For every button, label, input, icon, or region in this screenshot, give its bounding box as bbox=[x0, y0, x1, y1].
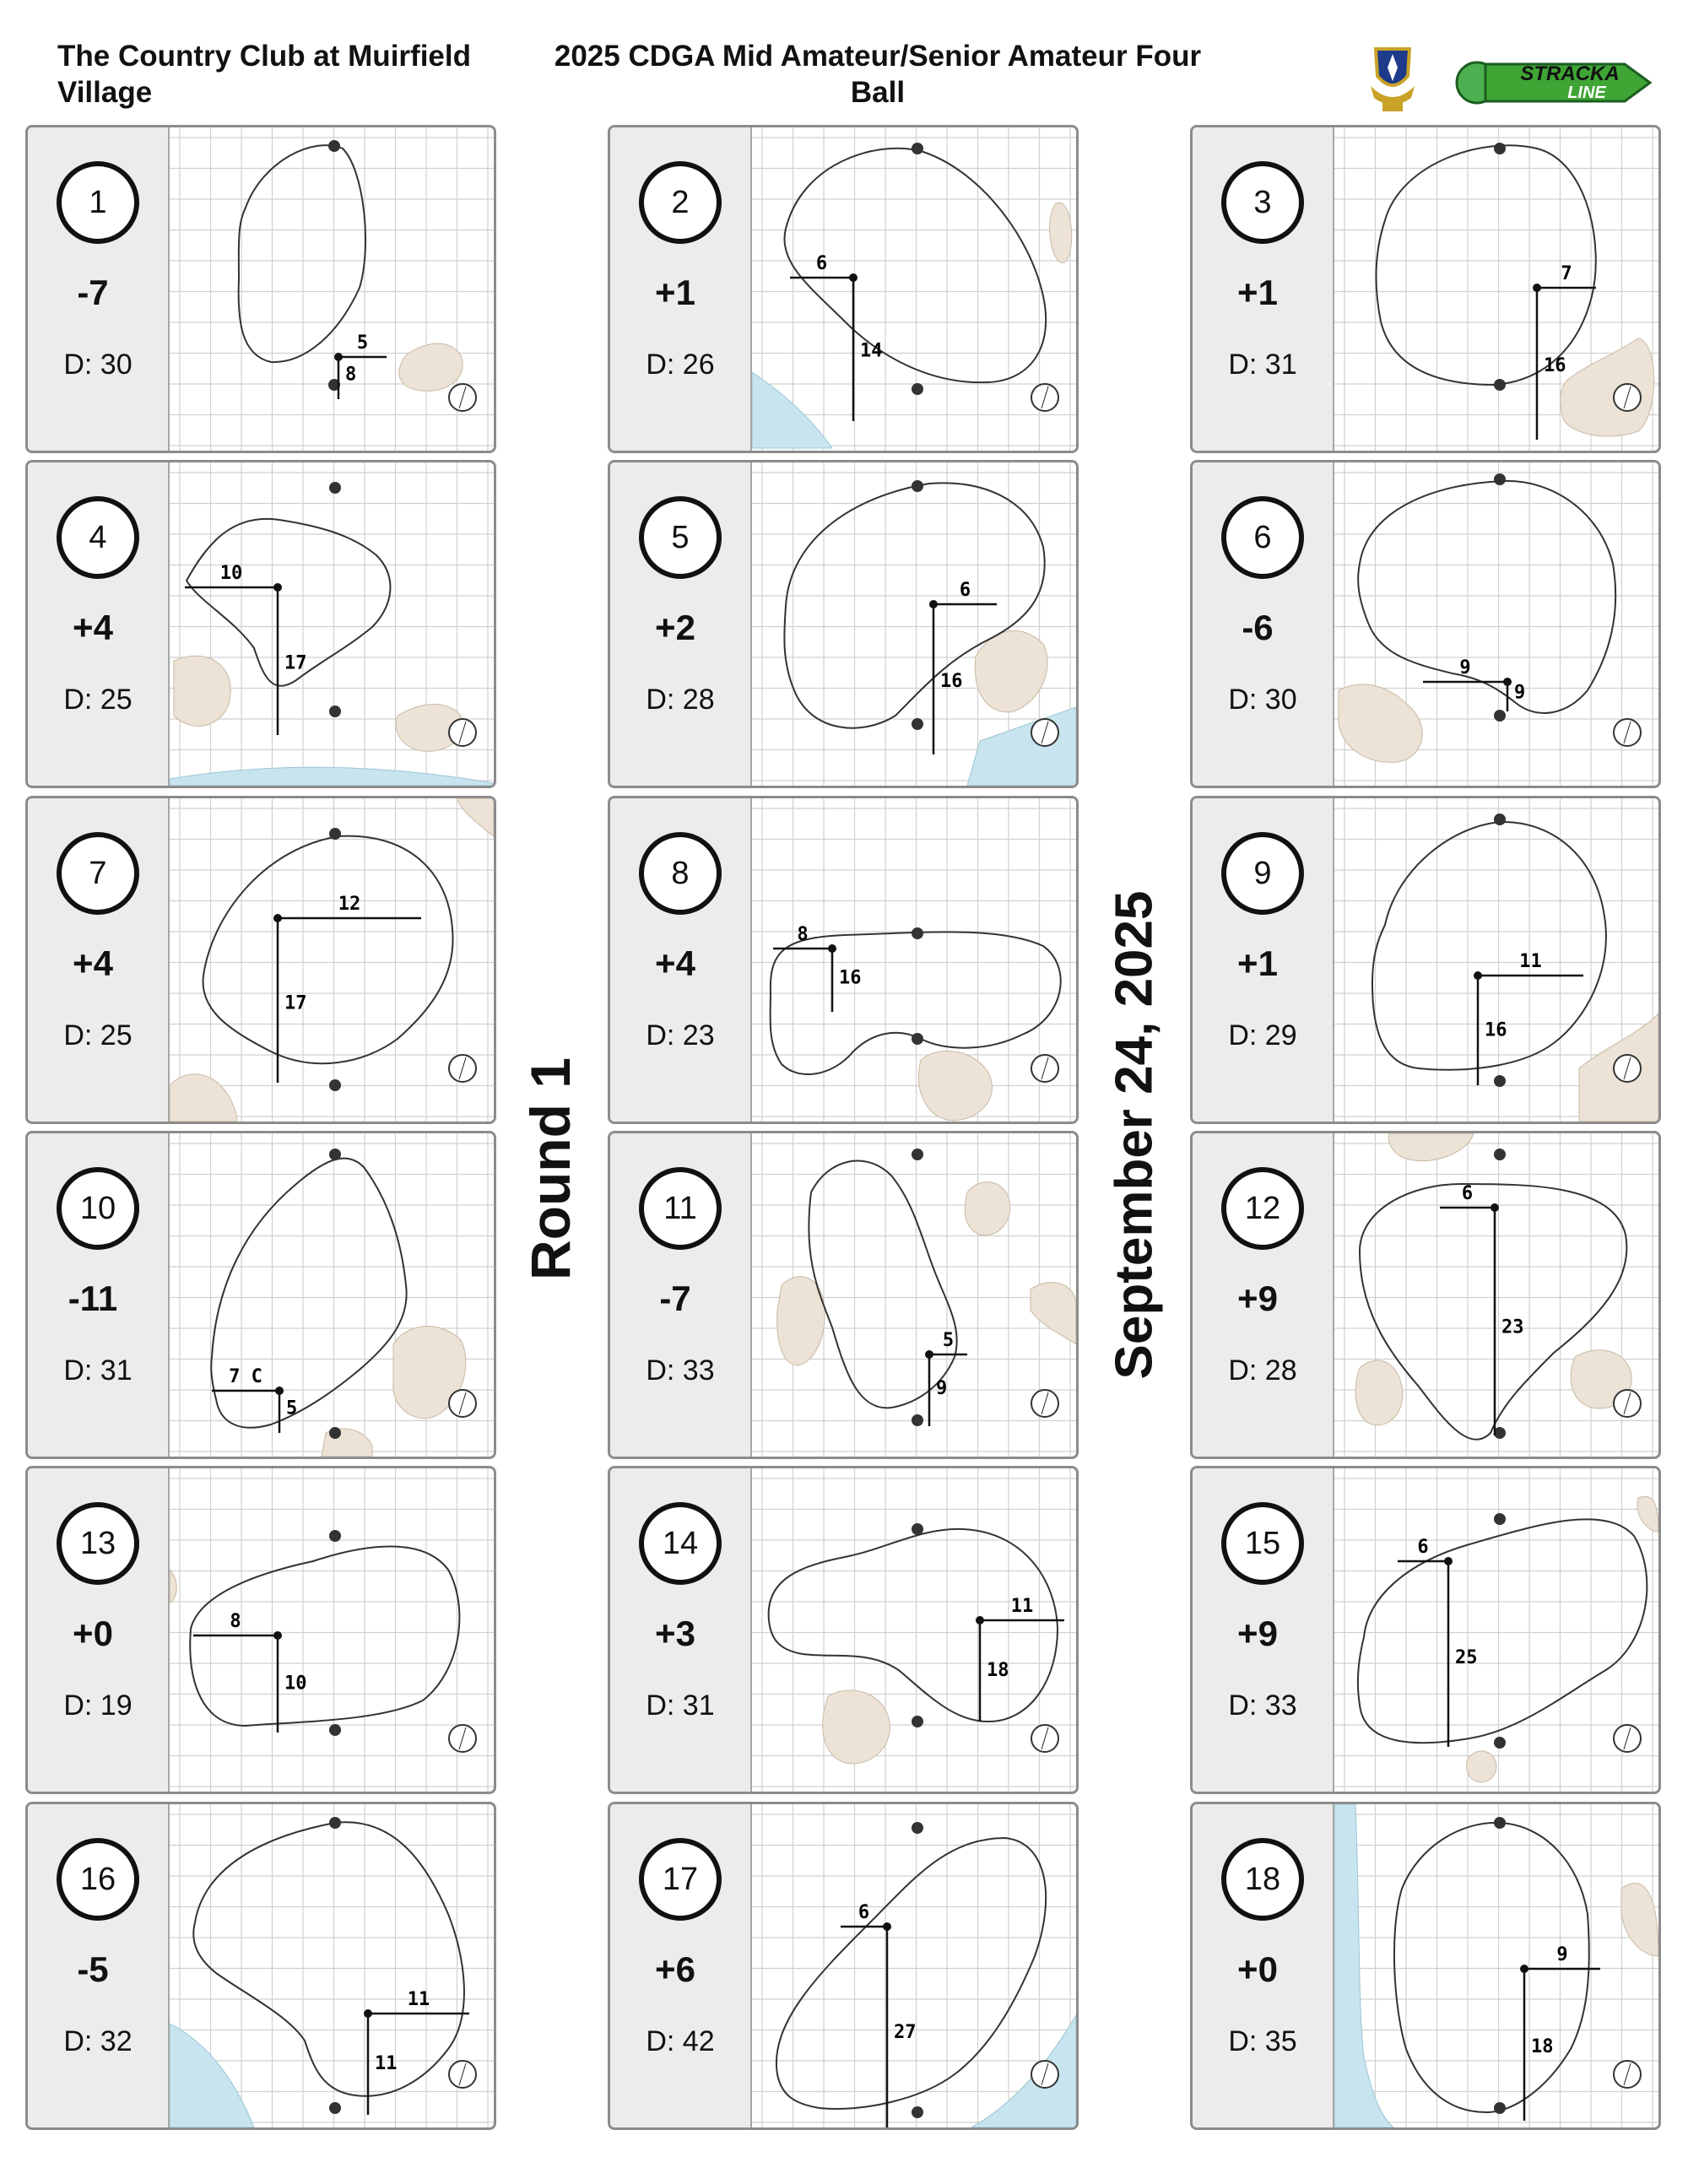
compass-icon bbox=[449, 2061, 476, 2088]
hole-card bbox=[1190, 460, 1661, 788]
front-marker-icon bbox=[1494, 2102, 1506, 2114]
hole-card bbox=[25, 796, 496, 1124]
hole-number: 11 bbox=[639, 1167, 722, 1250]
front-distance-label: 14 bbox=[860, 340, 883, 362]
sponsor-logos bbox=[1359, 42, 1663, 118]
hole-card bbox=[25, 1802, 496, 2130]
hole-info-panel bbox=[1193, 127, 1334, 451]
grid-lines bbox=[1334, 1804, 1658, 2127]
compass-icon bbox=[1614, 1390, 1641, 1417]
green-depth: D: 32 bbox=[63, 2025, 133, 2057]
hole-score: +0 bbox=[1237, 1949, 1278, 1989]
hole-info-panel bbox=[610, 1468, 752, 1792]
pin-position-icon bbox=[1503, 678, 1512, 686]
side-distance-label: 10 bbox=[219, 563, 243, 584]
green-outline bbox=[1358, 481, 1615, 713]
grid-lines bbox=[752, 127, 1076, 451]
hole-info-panel bbox=[28, 1133, 170, 1457]
back-marker-icon bbox=[912, 927, 923, 939]
hole-card bbox=[608, 1131, 1079, 1459]
back-marker-icon bbox=[329, 1149, 341, 1160]
pin-position-icon bbox=[925, 1350, 933, 1359]
hole-card bbox=[608, 1802, 1079, 2130]
green-depth: D: 31 bbox=[63, 1354, 133, 1387]
hole-info-panel bbox=[610, 1804, 752, 2127]
front-distance-label: 5 bbox=[286, 1397, 298, 1419]
hole-score: +1 bbox=[1237, 943, 1278, 983]
green-diagram bbox=[170, 1804, 494, 2127]
hole-score: +4 bbox=[73, 943, 113, 983]
green-outline bbox=[776, 1838, 1046, 2109]
front-distance-label: 10 bbox=[284, 1673, 307, 1695]
compass-icon bbox=[1614, 1725, 1641, 1752]
club-name: The Country Club at Muirfield Village bbox=[57, 40, 471, 109]
hole-info-panel bbox=[1193, 798, 1334, 1122]
pin-position-icon bbox=[1491, 1203, 1499, 1212]
back-marker-icon bbox=[329, 482, 341, 494]
front-distance-label: 18 bbox=[1531, 2036, 1554, 2057]
front-marker-icon bbox=[329, 1724, 341, 1736]
front-marker-icon bbox=[1494, 710, 1506, 722]
back-marker-icon bbox=[328, 140, 340, 152]
green-depth: D: 29 bbox=[1228, 1019, 1297, 1051]
hole-number: 14 bbox=[639, 1502, 722, 1585]
hole-score: +1 bbox=[655, 273, 695, 312]
side-distance-label: 7 C bbox=[229, 1366, 262, 1387]
hole-number: 3 bbox=[1221, 161, 1304, 244]
green-depth: D: 31 bbox=[646, 1689, 715, 1722]
hole-score: -7 bbox=[659, 1279, 691, 1318]
pin-position-icon bbox=[334, 353, 343, 361]
hole-number: 7 bbox=[57, 832, 139, 915]
compass-icon bbox=[449, 1390, 476, 1417]
side-distance-label: 11 bbox=[1519, 951, 1542, 972]
hole-info-panel bbox=[610, 462, 752, 786]
hole-info-panel bbox=[28, 1804, 170, 2127]
back-marker-icon bbox=[1494, 1149, 1506, 1160]
pin-position-icon bbox=[275, 1387, 284, 1395]
front-marker-icon bbox=[329, 705, 341, 717]
svg-text:STRACKA: STRACKA bbox=[1520, 62, 1620, 85]
hole-info-panel bbox=[1193, 1133, 1334, 1457]
front-distance-label: 9 bbox=[936, 1377, 948, 1399]
hole-card bbox=[25, 460, 496, 788]
front-distance-label: 17 bbox=[284, 652, 307, 674]
green-outline bbox=[771, 932, 1061, 1074]
compass-icon bbox=[1031, 1390, 1058, 1417]
side-distance-label: 6 bbox=[1417, 1537, 1429, 1558]
hole-number: 2 bbox=[639, 161, 722, 244]
back-marker-icon bbox=[1494, 473, 1506, 485]
front-distance-label: 17 bbox=[284, 992, 307, 1014]
hole-number: 6 bbox=[1221, 496, 1304, 579]
pin-position-icon bbox=[273, 1631, 282, 1640]
pin-position-icon bbox=[1533, 284, 1541, 292]
side-distance-label: 11 bbox=[407, 1989, 430, 2010]
hole-card bbox=[1190, 1802, 1661, 2130]
svg-text:LINE: LINE bbox=[1567, 84, 1606, 102]
green-depth: D: 25 bbox=[63, 684, 133, 716]
back-marker-icon bbox=[329, 828, 341, 840]
green-outline bbox=[239, 145, 365, 362]
back-marker-icon bbox=[1494, 1513, 1506, 1525]
hole-score: -7 bbox=[77, 273, 109, 312]
green-depth: D: 28 bbox=[646, 684, 715, 716]
hole-info-panel bbox=[610, 1133, 752, 1457]
bunker bbox=[823, 1690, 890, 1764]
pin-position-icon bbox=[1444, 1557, 1453, 1565]
front-distance-label: 9 bbox=[1514, 682, 1526, 704]
pin-position-icon bbox=[976, 1616, 984, 1624]
grid-lines bbox=[170, 1468, 494, 1792]
green-diagram bbox=[752, 798, 1076, 1122]
front-distance-label: 16 bbox=[1485, 1019, 1507, 1041]
grid-lines bbox=[170, 798, 494, 1122]
stracka-line-logo bbox=[1457, 62, 1650, 103]
pin-position-icon bbox=[1474, 971, 1482, 980]
green-diagram bbox=[170, 1133, 494, 1457]
green-depth: D: 25 bbox=[63, 1019, 133, 1051]
hole-score: +4 bbox=[655, 943, 695, 983]
front-marker-icon bbox=[912, 718, 923, 730]
green-depth: D: 35 bbox=[1228, 2025, 1297, 2057]
pin-position-icon bbox=[929, 600, 938, 608]
front-marker-icon bbox=[1494, 1737, 1506, 1749]
hole-number: 5 bbox=[639, 496, 722, 579]
bunker bbox=[1355, 1133, 1631, 1425]
compass-icon bbox=[449, 719, 476, 746]
green-depth: D: 30 bbox=[1228, 684, 1297, 716]
green-diagram bbox=[752, 462, 1076, 786]
compass-icon bbox=[1031, 384, 1058, 411]
front-marker-icon bbox=[329, 2102, 341, 2114]
water-hazard bbox=[170, 767, 494, 786]
bunker bbox=[1050, 203, 1072, 262]
green-depth: D: 30 bbox=[63, 349, 133, 381]
hole-card bbox=[25, 1466, 496, 1794]
hole-info-panel bbox=[610, 798, 752, 1122]
water-hazard bbox=[971, 2015, 1076, 2127]
side-distance-label: 12 bbox=[338, 894, 361, 915]
side-distance-label: 6 bbox=[959, 580, 971, 601]
water-hazard bbox=[1334, 1804, 1393, 2127]
front-marker-icon bbox=[1494, 379, 1506, 391]
front-distance-label: 25 bbox=[1455, 1647, 1478, 1668]
hole-score: +6 bbox=[655, 1949, 695, 1989]
green-outline bbox=[809, 1161, 956, 1408]
date-label: September 24, 2025 bbox=[1105, 890, 1164, 1380]
green-diagram bbox=[752, 1468, 1076, 1792]
hole-number: 10 bbox=[57, 1167, 139, 1250]
hole-card bbox=[1190, 1466, 1661, 1794]
side-distance-label: 6 bbox=[815, 253, 828, 274]
pin-position-icon bbox=[364, 2009, 372, 2018]
front-distance-label: 16 bbox=[940, 670, 963, 692]
hole-info-panel bbox=[28, 1468, 170, 1792]
compass-icon bbox=[1031, 719, 1058, 746]
back-marker-icon bbox=[912, 1523, 923, 1535]
hole-score: +1 bbox=[1237, 273, 1278, 312]
hole-card bbox=[608, 125, 1079, 453]
back-marker-icon bbox=[1494, 1817, 1506, 1829]
back-marker-icon bbox=[1494, 814, 1506, 825]
compass-icon bbox=[449, 1725, 476, 1752]
hole-card bbox=[608, 1466, 1079, 1794]
hole-number: 4 bbox=[57, 496, 139, 579]
green-diagram bbox=[170, 462, 494, 786]
back-marker-icon bbox=[912, 143, 923, 154]
front-distance-label: 16 bbox=[1544, 355, 1566, 376]
event-title: 2025 CDGA Mid Amateur/Senior Amateur Four Ball bbox=[554, 40, 1202, 109]
hole-card bbox=[1190, 796, 1661, 1124]
compass-icon bbox=[449, 1055, 476, 1082]
side-distance-label: 6 bbox=[1461, 1183, 1474, 1204]
hole-info-panel bbox=[28, 127, 170, 451]
front-marker-icon bbox=[912, 1414, 923, 1426]
side-distance-label: 8 bbox=[797, 924, 809, 945]
pin-position-icon bbox=[849, 273, 858, 282]
front-distance-label: 18 bbox=[987, 1660, 1009, 1681]
green-outline bbox=[1358, 1519, 1647, 1743]
back-marker-icon bbox=[329, 1817, 341, 1829]
green-diagram bbox=[1334, 1133, 1658, 1457]
green-outline bbox=[193, 1822, 464, 2095]
green-depth: D: 42 bbox=[646, 2025, 715, 2057]
hole-card bbox=[25, 125, 496, 453]
side-distance-label: 7 bbox=[1561, 263, 1572, 284]
front-marker-icon bbox=[912, 383, 923, 395]
hole-info-panel bbox=[610, 127, 752, 451]
pin-position-icon bbox=[273, 914, 282, 922]
compass-icon bbox=[1614, 2061, 1641, 2088]
bunker bbox=[170, 1570, 176, 1603]
hole-info-panel bbox=[28, 798, 170, 1122]
green-diagram bbox=[1334, 1804, 1658, 2127]
pin-position-icon bbox=[883, 1922, 891, 1931]
side-distance-label: 8 bbox=[230, 1611, 241, 1632]
back-marker-icon bbox=[912, 1149, 923, 1160]
hole-number: 8 bbox=[639, 832, 722, 915]
compass-icon bbox=[1031, 1055, 1058, 1082]
front-distance-label: 16 bbox=[839, 967, 862, 989]
pin-position-icon bbox=[1520, 1965, 1528, 1973]
club-crest-icon bbox=[1371, 49, 1415, 111]
hole-number: 1 bbox=[57, 161, 139, 244]
green-depth: D: 33 bbox=[1228, 1689, 1297, 1722]
grid-lines bbox=[752, 1468, 1076, 1792]
green-diagram bbox=[1334, 1468, 1658, 1792]
side-distance-label: 9 bbox=[1459, 657, 1471, 678]
compass-icon bbox=[449, 384, 476, 411]
bunker bbox=[1339, 684, 1422, 762]
bunker bbox=[322, 1327, 466, 1457]
front-distance-label: 11 bbox=[375, 2053, 398, 2074]
grid-lines bbox=[752, 1804, 1076, 2127]
green-diagram bbox=[752, 127, 1076, 451]
hole-card bbox=[608, 460, 1079, 788]
green-diagram bbox=[1334, 462, 1658, 786]
front-marker-icon bbox=[329, 1427, 341, 1439]
back-marker-icon bbox=[912, 1822, 923, 1834]
hole-score: +2 bbox=[655, 608, 695, 647]
bunker bbox=[174, 656, 463, 751]
side-distance-label: 6 bbox=[858, 1902, 870, 1923]
back-marker-icon bbox=[329, 1530, 341, 1542]
hole-score: +9 bbox=[1237, 1279, 1278, 1318]
hole-info-panel bbox=[28, 462, 170, 786]
compass-icon bbox=[1031, 2061, 1058, 2088]
side-distance-label: 9 bbox=[1556, 1944, 1568, 1965]
hole-card bbox=[1190, 1131, 1661, 1459]
green-outline bbox=[769, 1529, 1058, 1722]
round-label: Round 1 bbox=[519, 1057, 582, 1280]
hole-score: -6 bbox=[1242, 608, 1274, 647]
hole-score: +3 bbox=[655, 1614, 695, 1653]
hole-number: 9 bbox=[1221, 832, 1304, 915]
pin-position-icon bbox=[273, 583, 282, 592]
hole-score: +9 bbox=[1237, 1614, 1278, 1653]
side-distance-label: 11 bbox=[1010, 1596, 1034, 1617]
back-marker-icon bbox=[912, 480, 923, 492]
hole-number: 15 bbox=[1221, 1502, 1304, 1585]
back-marker-icon bbox=[1494, 143, 1506, 154]
hole-card bbox=[1190, 125, 1661, 453]
green-diagram bbox=[170, 1468, 494, 1792]
hole-info-panel bbox=[1193, 1804, 1334, 2127]
pin-position-icon bbox=[828, 944, 836, 953]
green-depth: D: 19 bbox=[63, 1689, 133, 1722]
side-distance-label: 5 bbox=[942, 1330, 955, 1351]
green-diagram bbox=[752, 1133, 1076, 1457]
grid-lines bbox=[170, 127, 494, 451]
side-distance-label: 5 bbox=[356, 332, 369, 354]
green-diagram bbox=[752, 1804, 1076, 2127]
green-depth: D: 23 bbox=[646, 1019, 715, 1051]
hole-score: +4 bbox=[73, 608, 113, 647]
front-distance-label: 8 bbox=[345, 364, 357, 386]
hole-number: 13 bbox=[57, 1502, 139, 1585]
green-diagram bbox=[170, 798, 494, 1122]
compass-icon bbox=[1031, 1725, 1058, 1752]
front-marker-icon bbox=[912, 2106, 923, 2118]
green-diagram bbox=[1334, 127, 1658, 451]
compass-icon bbox=[1614, 384, 1641, 411]
green-depth: D: 31 bbox=[1228, 349, 1297, 381]
front-distance-label: 27 bbox=[894, 2022, 917, 2043]
hole-info-panel bbox=[1193, 462, 1334, 786]
bunker bbox=[975, 630, 1047, 711]
green-depth: D: 28 bbox=[1228, 1354, 1297, 1387]
hole-card bbox=[25, 1131, 496, 1459]
hole-card bbox=[608, 796, 1079, 1124]
front-marker-icon bbox=[912, 1716, 923, 1727]
green-diagram bbox=[170, 127, 494, 451]
compass-icon bbox=[1614, 1055, 1641, 1082]
front-distance-label: 23 bbox=[1501, 1316, 1524, 1338]
hole-info-panel bbox=[1193, 1468, 1334, 1792]
bunker bbox=[918, 1051, 992, 1121]
green-diagram bbox=[1334, 798, 1658, 1122]
front-marker-icon bbox=[329, 1079, 341, 1091]
compass-icon bbox=[1614, 719, 1641, 746]
bunker bbox=[777, 1182, 1076, 1365]
hole-score: -11 bbox=[68, 1279, 118, 1318]
bunker bbox=[170, 798, 494, 1122]
hole-number: 12 bbox=[1221, 1167, 1304, 1250]
hole-score: -5 bbox=[77, 1949, 109, 1989]
green-depth: D: 33 bbox=[646, 1354, 715, 1387]
hole-number: 16 bbox=[57, 1838, 139, 1921]
front-marker-icon bbox=[1494, 1075, 1506, 1087]
green-depth: D: 26 bbox=[646, 349, 715, 381]
front-marker-icon bbox=[912, 1033, 923, 1045]
hole-number: 17 bbox=[639, 1838, 722, 1921]
hole-score: +0 bbox=[73, 1614, 113, 1653]
hole-number: 18 bbox=[1221, 1838, 1304, 1921]
